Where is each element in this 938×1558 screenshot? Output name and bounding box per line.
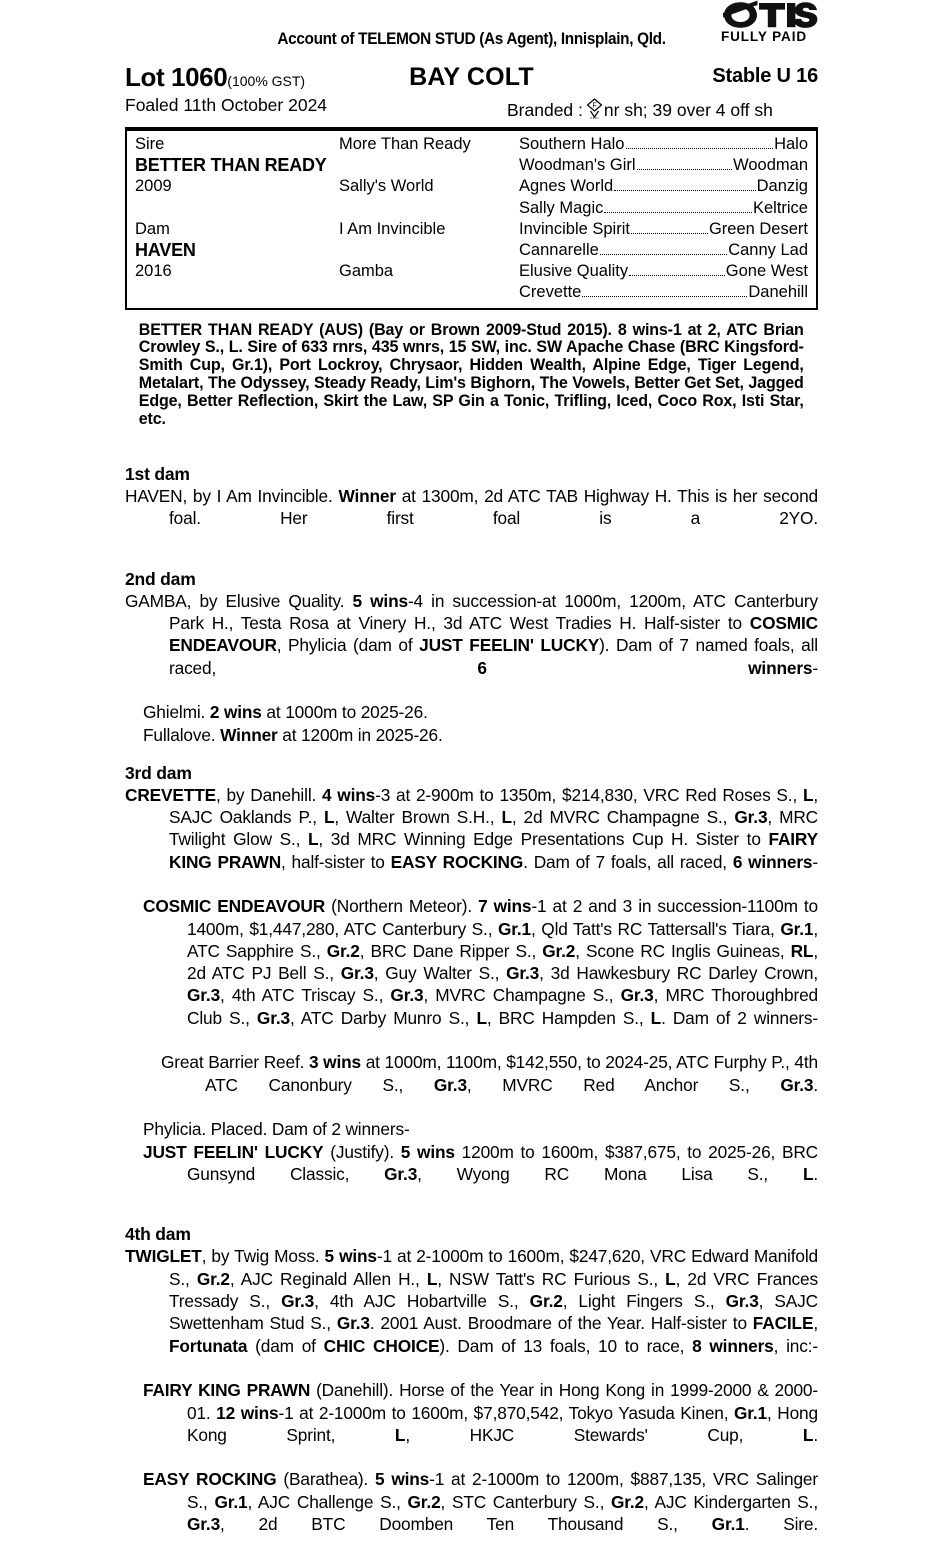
entry-highlight-text: EASY ROCKING (143, 1469, 277, 1490)
entry-highlight-text: Gr.3 (187, 985, 221, 1006)
pedigree-entry (125, 1245, 818, 1379)
entry-text: , AJC Challenge S., (247, 1491, 408, 1512)
entry-highlight-text: COSMIC ENDEAVOUR (169, 613, 818, 656)
pedigree-ancestor-sire: Halo (774, 135, 808, 153)
pedigree-cell-generation1: Dam (135, 219, 170, 238)
pedigree-cell-generation3 (519, 261, 816, 282)
pedigree-row (127, 219, 816, 240)
pedigree-cell-generation1 (127, 240, 339, 261)
dam-section-heading: 1st dam (125, 463, 190, 484)
entry-text: . (813, 1424, 818, 1445)
entry-text: , inc:- (773, 1335, 818, 1356)
pedigree-ancestor-name: Cannarelle (519, 240, 599, 259)
entry-text: (dam of (247, 1335, 324, 1356)
colt-type: BAY COLT (409, 63, 534, 91)
entry-text: (Justify). (323, 1141, 401, 1162)
pedigree-row (127, 176, 816, 197)
entry-text: at 1300m, 2d ATC TAB Highway H. This is her second foal. Her first foal is a 2YO. (169, 485, 818, 529)
pedigree-cell-generation2: More Than Ready (339, 135, 471, 153)
pedigree-entry (125, 1118, 818, 1140)
entry-highlight-text: Gr.3 (725, 1291, 759, 1312)
entry-text: , MRC Thoroughbred Club S., (187, 985, 818, 1028)
dot-leader (629, 275, 725, 276)
entry-text: , AJC Kindergarten S., (644, 1491, 818, 1512)
otis-logo-icon (704, 0, 824, 30)
entry-text: . Sire. (744, 1514, 818, 1535)
entry-text: . 2001 Aust. Broodmare of the Year. Half-sister to (369, 1313, 753, 1334)
pedigree-cell-generation2: I Am Invincible (339, 219, 446, 238)
entry-highlight-text: Gr.2 (326, 940, 360, 961)
entry-highlight-text: Gr.1 (497, 918, 532, 939)
entry-text: ). Dam of 7 named foals, all raced, (169, 635, 818, 678)
entry-highlight-text: Gr.3 (281, 1291, 315, 1312)
dot-leader (614, 190, 755, 191)
entry-text: , Guy Walter S., (373, 963, 507, 984)
entry-text: at 1000m to 2025-26. (261, 702, 428, 723)
entry-highlight-text: Gr.1 (711, 1514, 745, 1535)
entry-text: , 3d Hawkesbury RC Darley Crown, (539, 963, 818, 984)
entry-highlight-text: Gr.3 (256, 1007, 290, 1028)
entry-highlight-text: L (426, 1268, 438, 1289)
dot-leader (604, 212, 752, 213)
entry-highlight-text: Gr.3 (390, 985, 424, 1006)
pedigree-ancestor-sire: Gone West (725, 262, 808, 281)
entry-highlight-text: Gr.3 (780, 1074, 814, 1095)
pedigree-cell-generation2: Gamba (339, 262, 394, 281)
entry-text: , STC Canterbury S., (440, 1491, 611, 1512)
pedigree-ancestor-sire: Keltrice (752, 198, 808, 217)
entry-highlight-text: JUST FEELIN' LUCKY (143, 1141, 324, 1162)
entry-highlight-text: L (394, 1424, 406, 1445)
pedigree-ancestor-sire: Woodman (733, 156, 808, 175)
entry-text: , ATC Sapphire S., (187, 918, 818, 961)
entry-text: , by Danehill. (215, 784, 322, 805)
pedigree-ancestor-sire: Green Desert (708, 219, 808, 238)
pedigree-cell-generation2 (339, 240, 519, 261)
brand-symbol-icon (586, 98, 603, 119)
entry-highlight-text: 4 wins (322, 784, 376, 805)
entry-highlight-text: Gr.1 (214, 1491, 248, 1512)
entry-highlight-text: RL (790, 940, 814, 961)
entry-highlight-text: FAIRY KING PRAWN (143, 1380, 311, 1401)
pedigree-ancestor-name: Sally Magic (519, 198, 604, 217)
entry-text: (Northern Meteor). (325, 896, 479, 917)
entry-highlight-text: 12 wins (216, 1402, 279, 1423)
dot-leader (626, 148, 774, 149)
entry-highlight-text: Gr.3 (384, 1163, 418, 1184)
otis-logo (704, 0, 824, 44)
entry-highlight-text: L (476, 1007, 487, 1028)
entry-text: , by Twig Moss. (201, 1246, 325, 1267)
entry-highlight-text: Gr.2 (542, 940, 576, 961)
entry-highlight-text: 6 winners (732, 851, 813, 872)
pedigree-cell-generation1 (127, 155, 339, 176)
lot-number-text: Lot 1060 (125, 62, 228, 92)
foaled-row (125, 95, 818, 125)
entry-text: , Qld Tatt's RC Tattersall's Tiara, (531, 918, 781, 939)
pedigree-entry (125, 1051, 818, 1118)
entry-highlight-text: Winner (338, 485, 396, 506)
entry-highlight-text: L (665, 1268, 676, 1289)
entry-highlight-text: 5 wins (400, 1141, 455, 1162)
entry-text: ). Dam of 13 foals, 10 to race, (439, 1335, 693, 1356)
entry-highlight-text: Gr.3 (734, 807, 768, 828)
entry-text: -1 at 2-1000m to 1600m, $7,870,542, Tokyo Yasuda Kinen, (278, 1402, 734, 1423)
header-top (125, 0, 818, 62)
otis-logo-subtitle: FULLY PAID (720, 29, 807, 44)
pedigree-cell-generation3 (519, 198, 816, 219)
entry-highlight-text: Gr.3 (187, 1514, 221, 1535)
branded-info (507, 95, 773, 121)
entry-text: (Barathea). (276, 1469, 376, 1490)
pedigree-cell-generation1: 2016 (135, 262, 172, 281)
pedigree-cell-generation1 (127, 282, 339, 303)
entry-text: , BRC Hampden S., (486, 1007, 651, 1028)
entry-text: . Dam of 2 winners- (661, 1007, 818, 1028)
entry-highlight-text: L (802, 1424, 814, 1445)
entry-text: Ghielmi. (143, 702, 210, 723)
entry-highlight-text: 7 wins (478, 896, 532, 917)
entry-highlight-text: FAIRY KING PRAWN (169, 829, 818, 872)
entry-text: , Wyong RC Mona Lisa S., (417, 1163, 803, 1184)
entry-text: , SAJC Oaklands P., (169, 784, 818, 828)
entry-highlight-text: EASY ROCKING (390, 851, 524, 872)
pedigree-cell-generation3 (519, 282, 816, 303)
entry-text: , Hong Kong Sprint, (187, 1402, 818, 1445)
entry-text: (Danehill). Horse of the Year in Hong Kong in 1999-2000 & 2000-01. (187, 1380, 818, 1423)
pedigree-ancestor-name: Invincible Spirit (519, 219, 630, 238)
pedigree-row (127, 261, 816, 282)
entry-highlight-text: CHIC CHOICE (323, 1335, 440, 1356)
entry-text: , BRC Dane Ripper S., (359, 940, 543, 961)
entry-highlight-text: TWIGLET (125, 1246, 202, 1267)
pedigree-cell-generation2 (339, 155, 519, 176)
pedigree-cell-generation1: Sire (135, 135, 165, 153)
entry-highlight-text: Winner (220, 724, 278, 745)
entry-text: , NSW Tatt's RC Furious S., (437, 1268, 666, 1289)
pedigree-ancestor-name: Agnes World (519, 177, 614, 196)
entry-text: , 2d MVRC Champagne S., (511, 807, 735, 828)
entry-highlight-text: COSMIC ENDEAVOUR (143, 896, 326, 917)
pedigree-ancestor-sire: Canny Lad (728, 240, 808, 259)
pedigree-ancestor-sire: Danehill (748, 283, 808, 302)
entry-highlight-text: 2 wins (209, 702, 262, 723)
entry-text: , MRC Twilight Glow S., (169, 807, 818, 850)
pedigree-entry (125, 1379, 818, 1468)
entry-highlight-text: L (802, 1163, 814, 1184)
pedigree-cell-generation1: 2009 (135, 177, 172, 196)
entry-text: , 4th ATC Triscay S., (220, 985, 391, 1006)
branded-label: Branded : (507, 100, 583, 120)
pedigree-cell-generation1 (127, 198, 339, 219)
dot-leader (631, 233, 708, 234)
entry-highlight-text: Gr.3 (336, 1313, 370, 1334)
pedigree-cell-generation2 (339, 282, 519, 303)
entry-text: Fullalove. (143, 724, 221, 745)
entry-text: , Scone RC Inglis Guineas, (575, 940, 791, 961)
pedigree-entry (125, 895, 818, 1051)
entry-highlight-text: CREVETTE (125, 784, 216, 805)
pedigree-entry (125, 1468, 818, 1557)
pedigree-row (127, 240, 816, 261)
svg-text:F: F (592, 102, 597, 110)
entry-text: - (812, 851, 818, 872)
pedigree-cell-generation3 (519, 240, 816, 261)
entry-text: . (813, 1074, 819, 1095)
branded-value: nr sh; 39 over 4 off sh (603, 100, 773, 120)
entry-highlight-text: 5 wins (352, 590, 408, 611)
entry-text: -4 in succession-at 1000m, 1200m, ATC Canterbury Park H., Testa Rosa at Vinery H., 3d ATC West Tradies H. Half-sister to (169, 590, 818, 634)
entry-text: , 2d ATC PJ Bell S., (187, 940, 818, 984)
entry-text: , 2d VRC Frances Tressady S., (169, 1268, 818, 1312)
account-line: Account of TELEMON STUD (As Agent), Innisplain, Qld. (277, 30, 666, 48)
pedigree-ancestor-name: Southern Halo (519, 135, 625, 153)
dam-section-heading: 2nd dam (125, 568, 196, 589)
entry-highlight-text: Gr.1 (780, 918, 814, 939)
entry-text: , SAJC Swettenham Stud S., (169, 1291, 818, 1334)
entry-text: , 2d BTC Doomben Ten Thousand S., (220, 1514, 712, 1535)
dot-leader (637, 169, 733, 170)
pedigree-row (127, 155, 816, 176)
entry-text: , MVRC Champagne S., (423, 985, 621, 1006)
dam-sections (125, 464, 818, 1558)
entry-highlight-text: Gr.2 (529, 1291, 563, 1312)
pedigree-primary-name: BETTER THAN READY (135, 155, 327, 176)
pedigree-row (127, 282, 816, 303)
entry-highlight-text: 5 wins (324, 1246, 377, 1267)
pedigree-cell-generation2: Sally's World (339, 177, 434, 196)
entry-text: at 1000m, 1100m, $142,550, to 2024-25, ATC Furphy P., 4th ATC Canonbury S., (205, 1052, 818, 1095)
pedigree-ancestor-name: Elusive Quality (519, 262, 629, 281)
entry-highlight-text: L (323, 807, 335, 828)
dot-leader (582, 296, 747, 297)
entry-highlight-text: Gr.2 (610, 1491, 645, 1512)
entry-text: -3 at 2-900m to 1350m, $214,830, VRC Red Roses S., (375, 784, 803, 805)
pedigree-entry (125, 701, 818, 723)
entry-text: , half-sister to (281, 851, 391, 872)
pedigree-cell-generation2 (339, 198, 519, 219)
entry-highlight-text: Gr.3 (340, 963, 374, 984)
entry-text: -1 at 2 and 3 in succession-1100m to 1400m, $1,447,280, ATC Canterbury S., (187, 896, 818, 939)
entry-highlight-text: Gr.3 (433, 1074, 467, 1095)
entry-text: at 1200m in 2025-26. (277, 724, 443, 745)
entry-text: . (813, 1163, 818, 1184)
entry-highlight-text: Gr.2 (196, 1268, 230, 1289)
pedigree-entry (125, 590, 818, 701)
dam-section-heading: 4th dam (125, 1224, 191, 1245)
entry-highlight-text: FACILE (752, 1313, 814, 1334)
entry-text: GAMBA, by Elusive Quality. (125, 590, 353, 611)
entry-text: Great Barrier Reef. (161, 1052, 309, 1073)
pedigree-entry (125, 784, 818, 895)
entry-text: -1 at 2-1000m to 1200m, $887,135, VRC Salinger S., (187, 1469, 818, 1512)
sire-summary-paragraph: BETTER THAN READY (AUS) (Bay or Brown 2009-Stud 2015). 8 wins-1 at 2, ATC Brian Crowley S., L. Sire of 633 rnrs, 435 wnrs, 15 SW, inc. SW Apache Chase (BRC Kingsford-Smith Cup, Gr.1), Port Lockroy, Chrysaor, Hidden Wealth, Alpine Edge, Tiger Legend, Metalart, The Odyssey, Steady Ready, Lim's Bighorn, The Vowels, Better Get Set, Jagged Edge, Better Reflection, Skirt the Law, SP Gin a Tonic, Trifling, Iced, Coco Rox, Isti Star, etc. (138, 320, 804, 429)
entry-text: 1200m to 1600m, $387,675, to 2025-26, BRC Gunsynd Classic, (187, 1141, 819, 1184)
entry-highlight-text: Gr.2 (407, 1491, 441, 1512)
pedigree-ancestor-sire: Danzig (756, 177, 808, 196)
pedigree-cell-generation3 (519, 219, 816, 240)
entry-highlight-text: 3 wins (309, 1052, 361, 1073)
entry-text: , Light Fingers S., (562, 1291, 726, 1312)
entry-text: , 3d MRC Winning Edge Presentations Cup H. Sister to (318, 829, 769, 850)
pedigree-cell-generation3 (519, 155, 816, 176)
dot-leader (600, 254, 727, 255)
entry-highlight-text: Gr.3 (506, 963, 540, 984)
entry-highlight-text: L (650, 1007, 662, 1028)
entry-text: -1 at 2-1000m to 1600m, $247,620, VRC Edward Manifold S., (169, 1246, 818, 1289)
entry-highlight-text: JUST FEELIN' LUCKY (419, 635, 600, 656)
entry-highlight-text: 6 winners (477, 657, 813, 678)
pedigree-row (127, 198, 816, 219)
entry-highlight-text: 5 wins (375, 1469, 430, 1490)
entry-text: - (812, 657, 818, 678)
pedigree-primary-name: HAVEN (135, 239, 196, 260)
entry-text: , Phylicia (dam of (276, 635, 420, 656)
pedigree-ancestor-name: Woodman's Girl (519, 156, 636, 175)
entry-text: Phylicia. Placed. Dam of 2 winners- (143, 1119, 410, 1140)
foaled-date: Foaled 11th October 2024 (125, 95, 328, 115)
entry-text: , AJC Reginald Allen H., (229, 1268, 427, 1289)
pedigree-entry (125, 1141, 818, 1208)
pedigree-entry (125, 485, 818, 552)
entry-text: HAVEN, by I Am Invincible. (125, 485, 339, 506)
dam-section-heading: 3rd dam (125, 762, 192, 783)
entry-highlight-text: 8 winners (692, 1335, 774, 1356)
pedigree-entry (125, 724, 818, 746)
entry-highlight-text: L (501, 807, 512, 828)
entry-highlight-text: L (802, 784, 814, 805)
title-row (125, 62, 818, 95)
entry-text: , MVRC Red Anchor S., (466, 1074, 781, 1095)
entry-highlight-text: L (308, 829, 319, 850)
entry-text: . Dam of 7 foals, all raced, (523, 851, 733, 872)
entry-text: , HKJC Stewards' Cup, (405, 1424, 803, 1445)
entry-text: , (813, 1313, 818, 1334)
pedigree-row (127, 134, 816, 155)
pedigree-ancestor-name: Crevette (519, 283, 582, 302)
entry-highlight-text: Gr.3 (620, 985, 654, 1006)
stable-number: Stable U 16 (712, 65, 818, 87)
pedigree-table (125, 127, 818, 310)
entry-text: , Walter Brown S.H., (334, 807, 502, 828)
pedigree-cell-generation3 (519, 176, 816, 197)
pedigree-cell-generation3 (519, 134, 816, 155)
entry-text: , 4th AJC Hobartville S., (314, 1291, 530, 1312)
entry-highlight-text: Gr.1 (733, 1402, 768, 1423)
entry-text: , ATC Darby Munro S., (289, 1007, 477, 1028)
entry-highlight-text: Fortunata (169, 1335, 248, 1356)
lot-gst-text: (100% GST) (227, 73, 306, 89)
